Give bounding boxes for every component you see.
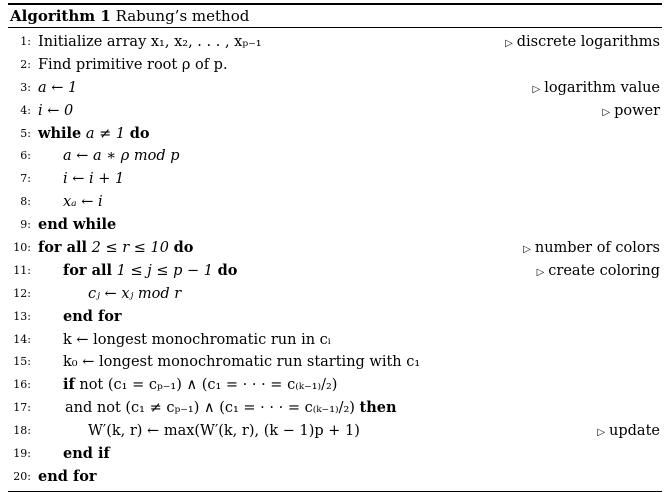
line-code: W′(k, r) ← max(W′(k, r), (k − 1)p + 1) — [88, 423, 360, 440]
line-code — [38, 237, 193, 260]
algorithm-line — [8, 443, 662, 466]
line-code: cⱼ ← xⱼ mod r — [88, 285, 182, 302]
comment-text: create coloring — [548, 262, 660, 279]
keyword-end-for: end for — [38, 467, 97, 485]
line-number: 10: — [13, 241, 31, 255]
comment-text: logarithm value — [544, 79, 660, 96]
line-number: 3: — [20, 80, 31, 94]
algorithm-line — [8, 237, 662, 260]
line-number: 13: — [13, 309, 31, 323]
keyword-end-if: end if — [63, 445, 110, 463]
line-number: 1: — [20, 35, 31, 48]
line-number: 2: — [20, 57, 31, 71]
algorithm-line — [8, 168, 662, 191]
algorithm-lines — [8, 28, 662, 489]
keyword-end-for: end for — [63, 307, 122, 325]
line-number: 19: — [13, 447, 31, 461]
algorithm-line — [8, 397, 662, 420]
algorithm-line — [8, 31, 662, 54]
line-code: a ← a ∗ ρ mod p — [63, 148, 180, 165]
line-number: 12: — [13, 286, 31, 300]
comment-triangle-icon: ▷ — [505, 38, 513, 49]
line-number: 16: — [13, 378, 31, 392]
algorithm-title: Rabung’s method — [115, 7, 250, 25]
line-number: 20: — [13, 469, 31, 483]
line-code: k₀ ← longest monochromatic run starting with c₁ — [63, 354, 421, 371]
line-number: 8: — [20, 195, 31, 209]
keyword-end-while: end while — [38, 216, 117, 234]
keyword-do: do — [217, 261, 238, 279]
line-code — [63, 374, 337, 397]
line-number: 6: — [20, 149, 31, 163]
line-comment — [537, 260, 660, 285]
comment-text: discrete logarithms — [516, 34, 660, 50]
algorithm-line — [8, 123, 662, 146]
line-number: 18: — [13, 424, 31, 438]
line-number: 17: — [13, 401, 31, 415]
algorithm-line — [8, 329, 662, 352]
algorithm-line — [8, 145, 662, 168]
keyword-while: while — [38, 124, 82, 142]
line-comment — [523, 237, 660, 262]
condition: a ≠ 1 — [85, 125, 126, 142]
comment-text: update — [609, 423, 660, 440]
keyword-do: do — [173, 239, 194, 257]
comment-triangle-icon: ▷ — [523, 244, 531, 256]
algorithm-line — [8, 260, 662, 283]
line-number: 7: — [20, 172, 31, 186]
algorithm-line — [8, 283, 662, 306]
line-comment — [533, 77, 660, 102]
line-number: 9: — [20, 218, 31, 232]
keyword-then: then — [359, 399, 397, 417]
line-code: Find primitive root ρ of p. — [38, 56, 228, 73]
condition: 2 ≤ r ≤ 10 — [91, 240, 169, 257]
line-code: Initialize array x₁, x₂, . . . , xₚ₋₁ — [38, 34, 262, 50]
line-number: 15: — [13, 355, 31, 369]
line-code: a ← 1 — [38, 79, 78, 96]
comment-text: number of colors — [534, 240, 660, 257]
comment-text: power — [614, 102, 660, 119]
line-code: i ← 0 — [38, 102, 74, 119]
comment-triangle-icon: ▷ — [532, 83, 541, 95]
algorithm-line — [8, 306, 662, 329]
condition: not (c₁ = cₚ₋₁) ∧ (c₁ = · · · = c₍ₖ₋₁₎/₂) — [79, 377, 338, 394]
condition: and not (c₁ ≠ cₚ₋₁) ∧ (c₁ = · · · = c₍ₖ₋₁₎/₂) — [65, 400, 355, 417]
comment-triangle-icon: ▷ — [536, 266, 545, 278]
algorithm-label: Algorithm 1 — [10, 7, 111, 25]
line-code: k ← longest monochromatic run in cᵢ — [63, 331, 331, 348]
comment-triangle-icon: ▷ — [597, 427, 606, 439]
algorithm-line — [8, 100, 662, 123]
line-number: 4: — [20, 103, 31, 117]
comment-triangle-icon: ▷ — [602, 106, 611, 118]
keyword-for-all: for all — [63, 261, 113, 279]
algorithm-line — [8, 420, 662, 443]
algorithm-line — [8, 214, 662, 237]
line-comment — [602, 100, 660, 125]
algorithm-line — [8, 466, 662, 489]
line-code — [63, 260, 237, 283]
line-code: xₐ ← i — [63, 194, 103, 211]
algorithm-line — [8, 374, 662, 397]
line-number: 14: — [13, 332, 31, 346]
line-code — [38, 123, 150, 146]
algorithm-line — [8, 191, 662, 214]
condition: 1 ≤ j ≤ p − 1 — [116, 262, 213, 279]
line-comment — [505, 31, 660, 56]
algorithm-block — [8, 3, 662, 492]
keyword-for-all: for all — [38, 239, 88, 257]
line-number: 11: — [13, 263, 31, 277]
algorithm-line — [8, 77, 662, 100]
algorithm-line — [8, 54, 662, 77]
keyword-do: do — [129, 124, 150, 142]
line-code: i ← i + 1 — [63, 171, 125, 188]
line-code — [63, 397, 397, 420]
algorithm-line — [8, 351, 662, 374]
line-number: 5: — [20, 126, 31, 140]
line-comment — [597, 420, 660, 445]
algorithm-header — [8, 5, 662, 27]
keyword-if: if — [63, 376, 75, 394]
